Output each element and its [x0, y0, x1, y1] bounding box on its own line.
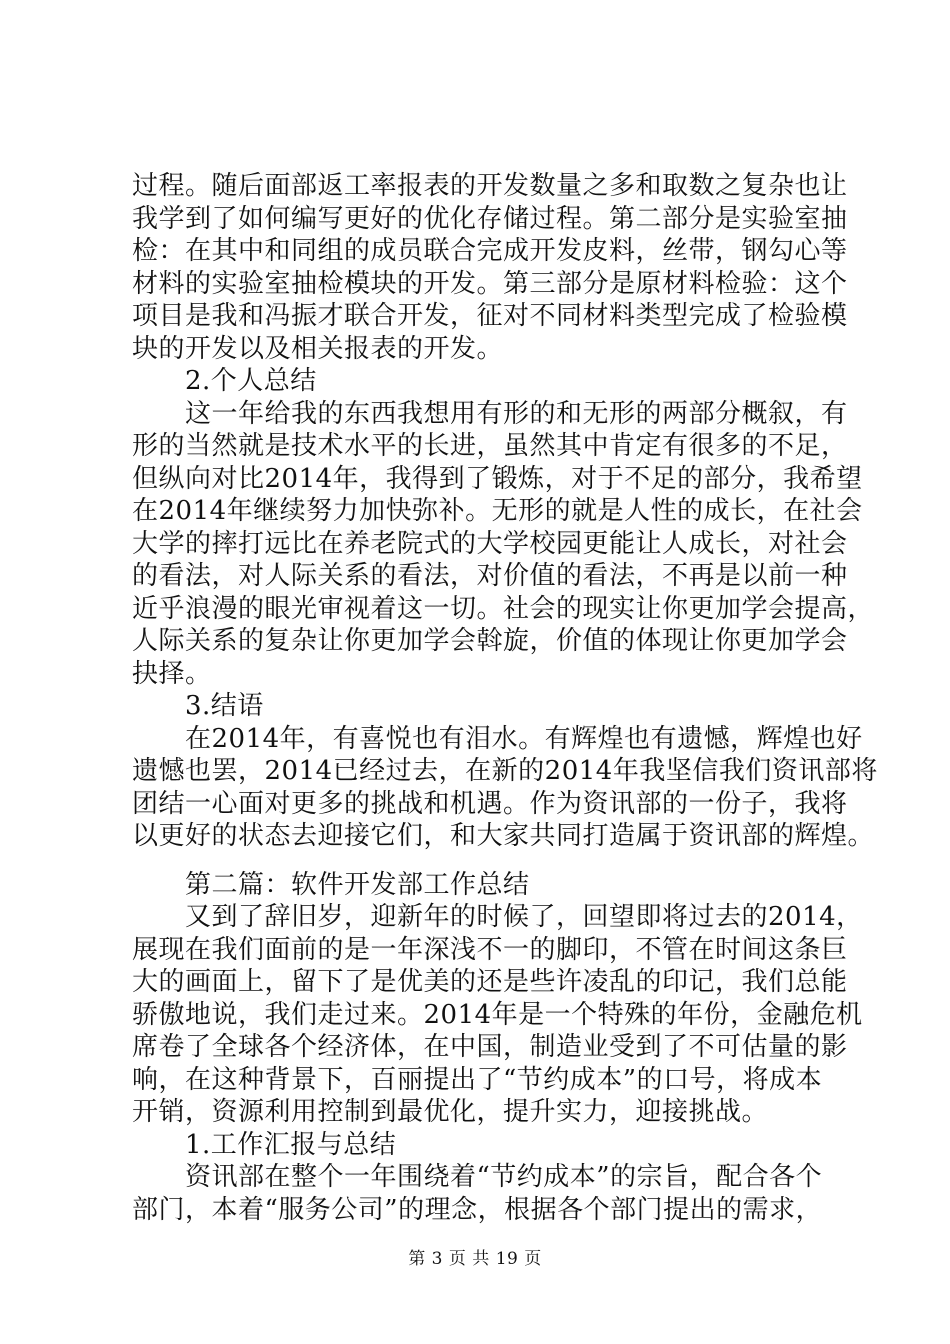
text-line: 骄傲地说，我们走过来。2014年是一个特殊的年份，金融危机: [132, 999, 863, 1030]
text-line: 人际关系的复杂让你更加学会斡旋，价值的体现让你更加学会: [132, 626, 848, 656]
text-line: 的看法，对人际关系的看法，对价值的看法，不再是以前一种: [132, 561, 848, 591]
text-line: 这一年给我的东西我想用有形的和无形的两部分概叙，有: [132, 398, 848, 429]
text-line: 大的画面上，留下了是优美的还是些许凌乱的印记，我们总能: [132, 967, 848, 997]
text-line: 又到了辞旧岁，迎新年的时候了，回望即将过去的2014，: [132, 902, 863, 932]
text-line: 但纵向对比2014年，我得到了锻炼，对于不足的部分，我希望: [132, 463, 863, 494]
text-line: 3.结语: [132, 691, 264, 721]
text-line: 近乎浪漫的眼光审视着这一切。社会的现实让你更加学会提高，: [132, 593, 875, 624]
text-line: 形的当然就是技术水平的长进，虽然其中肯定有很多的不足，: [132, 431, 848, 461]
text-line: 检：在其中和同组的成员联合完成开发皮料，丝带，钢勾心等: [132, 236, 848, 266]
text-line: 抉择。: [132, 658, 212, 689]
text-line: 遗憾也罢，2014已经过去，在新的2014年我坚信我们资讯部将: [132, 756, 878, 786]
text-line: 在2014年继续努力加快弥补。无形的就是人性的成长，在社会: [132, 496, 863, 526]
text-line: 第二篇：软件开发部工作总结: [132, 869, 530, 900]
text-line: 展现在我们面前的是一年深浅不一的脚印，不管在时间这条巨: [132, 934, 848, 965]
text-line: 块的开发以及相关报表的开发。: [132, 333, 504, 364]
text-line: 资讯部在整个一年围绕着“节约成本”的宗旨，配合各个: [132, 1162, 823, 1192]
text-line: 开销，资源利用控制到最优化，提升实力，迎接挑战。: [132, 1097, 769, 1127]
document-body: [132, 170, 878, 1226]
text-line: 1.工作汇报与总结: [132, 1129, 397, 1160]
text-line: 响，在这种背景下，百丽提出了“节约成本”的口号，将成本: [132, 1064, 823, 1095]
text-line: 我学到了如何编写更好的优化存储过程。第二部分是实验室抽: [132, 203, 848, 234]
text-line: 材料的实验室抽检模块的开发。第三部分是原材料检验：这个: [132, 268, 848, 299]
text-line: 团结一心面对更多的挑战和机遇。作为资讯部的一份子，我将: [132, 788, 848, 819]
text-line: 大学的摔打远比在养老院式的大学校园更能让人成长，对社会: [132, 528, 848, 559]
text-line: 在2014年，有喜悦也有泪水。有辉煌也有遗憾，辉煌也好: [132, 723, 863, 754]
text-line: 2.个人总结: [132, 366, 317, 396]
text-line: 以更好的状态去迎接它们，和大家共同打造属于资讯部的辉煌。: [132, 821, 875, 851]
page-footer: 第 3 页 共 19 页: [408, 1249, 542, 1269]
text-line: 席卷了全球各个经济体，在中国，制造业受到了不可估量的影: [132, 1032, 848, 1062]
text-line: 部门，本着“服务公司”的理念，根据各个部门提出的需求，: [132, 1194, 823, 1225]
text-line: 过程。随后面部返工率报表的开发数量之多和取数之复杂也让: [132, 171, 848, 201]
paragraph-gap: [132, 853, 832, 869]
text-line: 项目是我和冯振才联合开发，征对不同材料类型完成了检验模: [132, 301, 848, 331]
